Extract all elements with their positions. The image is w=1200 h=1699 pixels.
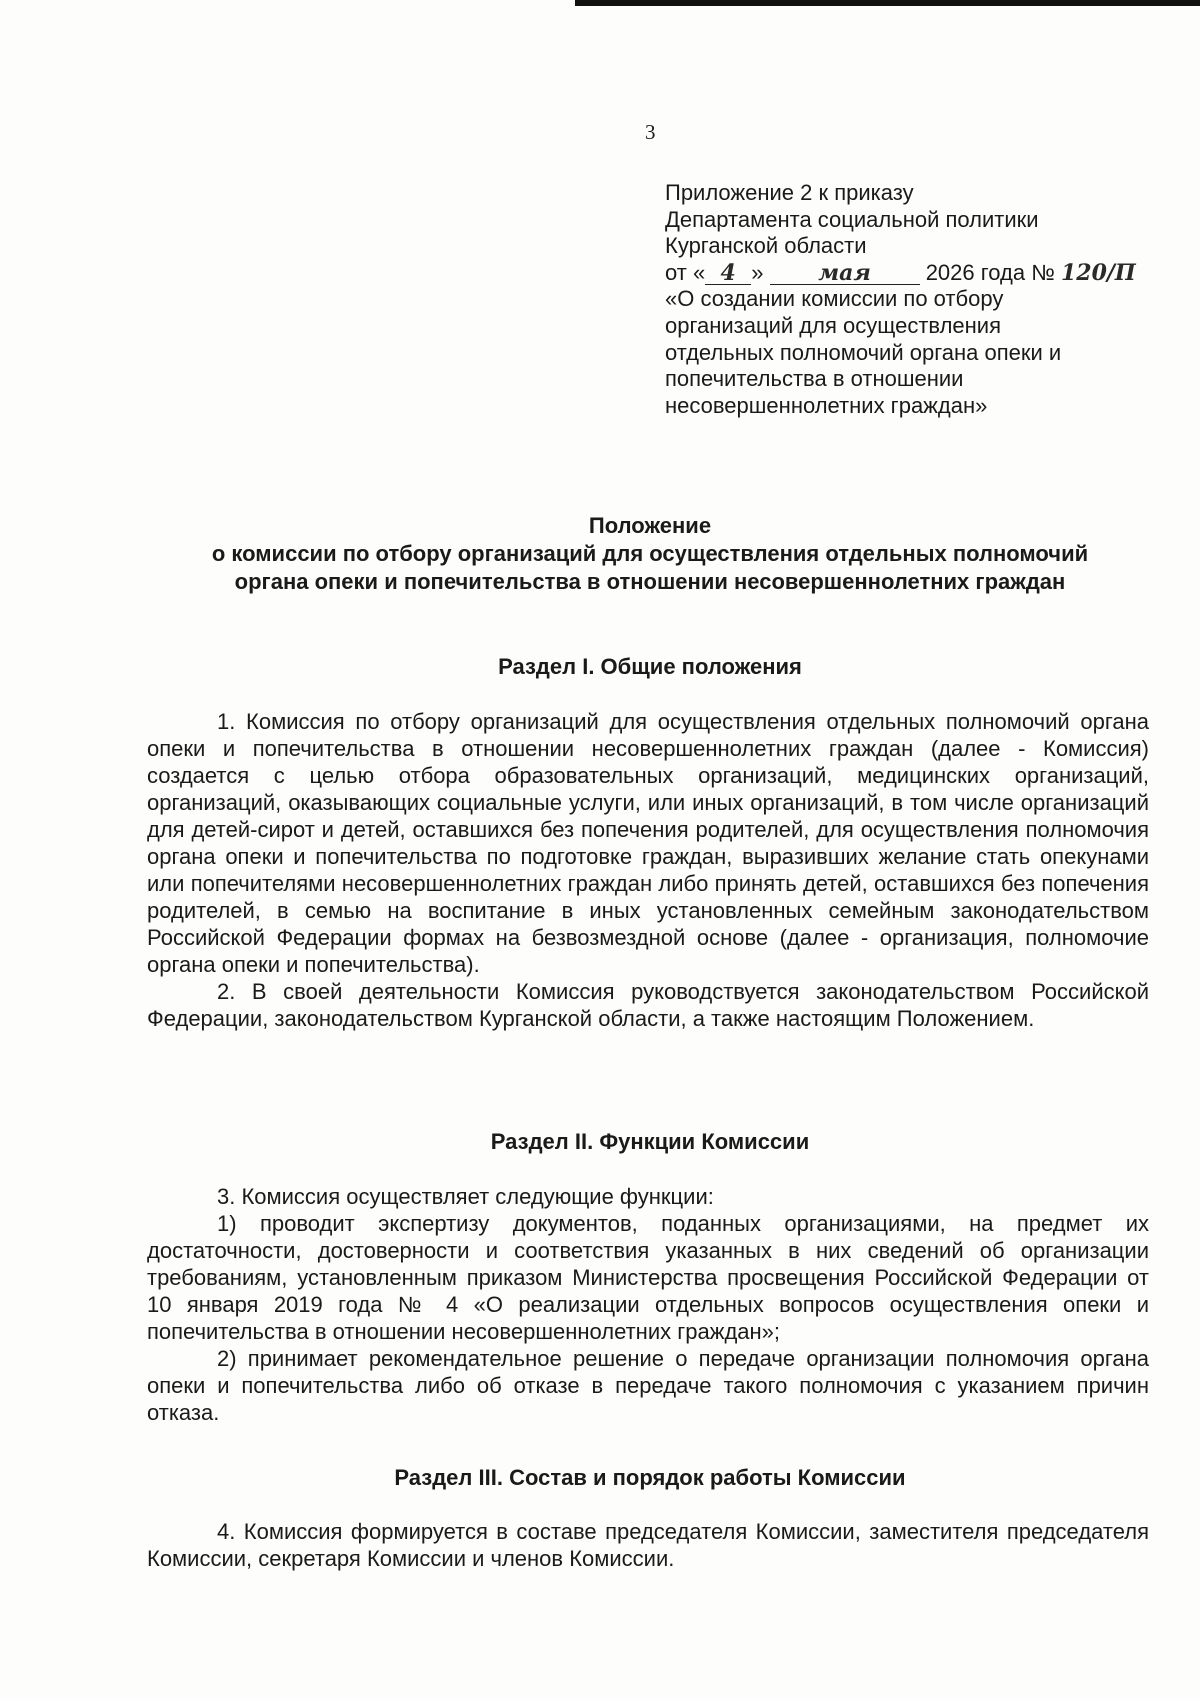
section-1-body [147,708,1149,1032]
appendix-title-line: попечительства в отношении [665,366,964,392]
paragraph: 1) проводит экспертизу документов, поданных организациями, на предмет их достаточности, достоверности и соответствия указанных в них сведений об организации требованиям, установленным приказом Министерства просвещения Российской Федерации от 10 января 2019 года № 4 «О реализации отдельных вопросов осуществления опеки и попечительства в отношении несовершеннолетних граждан»; [147,1211,1149,1344]
date-prefix: от « [665,259,706,285]
handwritten-order-number: 120/П [1060,259,1136,286]
appendix-line: Приложение 2 к приказу [665,180,914,205]
section-3-heading: Раздел III. Состав и порядок работы Комиссии [394,1465,906,1490]
date-mid: » [751,259,764,285]
document-title-line: о комиссии по отбору организаций для осуществления отдельных полномочий [211,541,1089,566]
appendix-line: Курганской области [665,233,867,259]
handwritten-day: 4 [705,262,751,285]
appendix-block [665,180,1165,419]
section-1-heading: Раздел I. Общие положения [498,654,802,679]
scan-edge-mark [575,0,1200,6]
appendix-date-line [665,260,1165,287]
handwritten-month: мая [770,262,920,285]
document-title-line: органа опеки и попечительства в отношении несовершеннолетних граждан [234,569,1066,594]
paragraph: 4. Комиссия формируется в составе председателя Комиссии, заместителя председателя Комиссии, секретаря Комиссии и членов Комиссии. [147,1519,1149,1571]
appendix-title-line: организаций для осуществления [665,312,1002,338]
document-title [140,512,1160,596]
paragraph: 2. В своей деятельности Комиссия руководствуется законодательством Российской Федерации, законодательством Курганской области, а также настоящим Положением. [147,979,1149,1031]
document-title-line: Положение [588,513,712,538]
section-2-heading: Раздел II. Функции Комиссии [490,1129,810,1154]
paragraph: 1. Комиссия по отбору организаций для осуществления отдельных полномочий органа опеки и попечительства в отношении несовершеннолетних граждан (далее - Комиссия) создается с целью отбора образовательных организаций, медицинских организаций, организаций, оказывающих социальные услуги, или иных организаций, в том числе организаций для детей-сирот и детей, оставшихся без попечения родителей, для осуществления полномочия органа опеки и попечительства по подготовке граждан, выразивших желание стать опекунами или попечителями несовершеннолетних граждан либо принять детей, оставшихся без попечения родителей, в семью на воспитание в иных установленных семейным законодательством Российской Федерации формах на безвозмездной основе (далее - организация, полномочие органа опеки и попечительства). [147,709,1149,977]
page-number: 3 [645,120,656,144]
date-year: 2026 года № [925,259,1055,285]
appendix-title-line: несовершеннолетних граждан» [665,392,988,418]
paragraph: 3. Комиссия осуществляет следующие функции: [217,1184,714,1209]
appendix-line: Департамента социальной политики [665,206,1039,232]
paragraph: 2) принимает рекомендательное решение о передаче организации полномочия органа опеки и попечительства либо об отказе в передаче такого полномочия с указанием причин отказа. [147,1346,1149,1425]
appendix-title-line: отдельных полномочий органа опеки и [665,339,1062,365]
appendix-title-line: «О создании комиссии по отбору [665,286,1004,312]
section-2-body [147,1183,1149,1426]
section-3-body [147,1518,1149,1572]
